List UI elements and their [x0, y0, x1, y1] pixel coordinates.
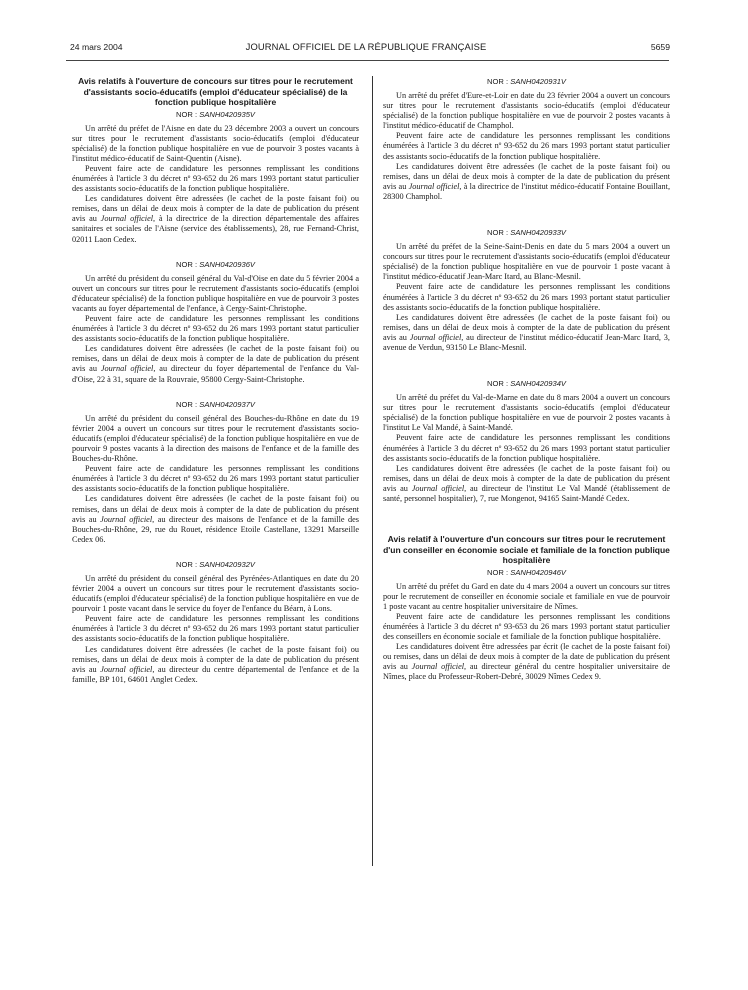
notice-paragraph: Un arrêté du préfet du Val-de-Marne en date du 8 mars 2004 a ouvert un concours sur titres pour le recrutement d'assistants socio-éducatifs (emploi d'éducateur spécialisé) de la fonction publique hospitalière en vue de pourvoir 2 postes vacants à l'institut Le Val Mandé, à Saint-Mandé.: [383, 393, 670, 433]
notice: [72, 399, 359, 545]
nor-reference: NOR : SANH0420936V: [176, 259, 255, 269]
notice: [383, 227, 670, 353]
nor-reference: NOR : SANH0420935V: [176, 109, 255, 119]
nor-reference: NOR : SANH0420937V: [176, 399, 255, 409]
notice: [72, 259, 359, 385]
notice-paragraph: Peuvent faire acte de candidature les personnes remplissant les conditions énumérées à l'article 3 du décret nº 93-652 du 26 mars 1993 portant statut particulier des assistants socio-éducatifs de la fonction publique hospitalière.: [383, 433, 670, 463]
nor-reference: NOR : SANH0420931V: [487, 77, 566, 86]
notice: [383, 378, 670, 504]
section-heading: Avis relatifs à l'ouverture de concours sur titres pour le recrutement d'assistants socio-éducatifs (emploi d'éducateur spécialisé) de la fonction publique hospitalière: [78, 76, 353, 107]
notice-paragraph: Peuvent faire acte de candidature les personnes remplissant les conditions énumérées à l'article 3 du décret nº 93-652 du 26 mars 1993 portant statut particulier des assistants socio-éducatifs de la fonction publique hospitalière.: [383, 131, 670, 161]
page-header: [62, 40, 670, 56]
notice-paragraph: Peuvent faire acte de candidature les personnes remplissant les conditions énumérées à l'article 3 du décret nº 93-652 du 26 mars 1993 portant statut particulier des assistants socio-éducatifs de la fonction publique hospitalière.: [72, 314, 359, 344]
notice-paragraph: Un arrêté du président du conseil général des Bouches-du-Rhône en date du 19 février 2004 a ouvert un concours sur titres pour le recrutement d'assistants socio-éducatifs (emploi d'éducateur spécialisé) de la fonction publique hospitalière en vue de pourvoir 9 postes vacants à la direction des maisons de l'enfance et de la famille des Bouches-du-Rhône.: [72, 413, 359, 464]
notice-paragraph: Peuvent faire acte de candidature les personnes remplissant les conditions énumérées à l'article 3 du décret nº 93-652 du 26 mars 1993 portant statut particulier des assistants socio-éducatifs de la fonction publique hospitalière.: [383, 282, 670, 312]
notice-paragraph: Un arrêté du président du conseil général du Val-d'Oise en date du 5 février 2004 a ouvert un concours sur titres pour le recrutement d'assistants socio-éducatifs (emploi d'éducateur spécialisé) de la fonction publique hospitalière en vue de pourvoir 3 postes vacants au foyer départemental de l'enfance, à Cergy-Saint-Christophe.: [72, 273, 359, 313]
right-column: [383, 76, 670, 683]
notice-paragraph: Les candidatures doivent être adressées (le cachet de la poste faisant foi) ou remises, dans un délai de deux mois à compter de la date de publication du présent avis au Journal officiel, à la directrice de la direction départementale des affaires sanitaires et sociales de l'Aisne (service des établissements), 28, rue Fernand-Christ, 02011 Laon Cedex.: [72, 194, 360, 244]
nor-reference: NOR : SANH0420934V: [487, 379, 566, 389]
notice-paragraph: Les candidatures doivent être adressées (le cachet de la poste faisant foi) ou remises, dans un délai de deux mois à compter de la date de publication du présent avis au Journal officiel, au directeur de l'institut médico-éducatif Jean-Marc Itard, 3, avenue de Verdun, 93150 Le Blanc-Mesnil.: [383, 312, 670, 352]
notice-paragraph: Un arrêté du président du conseil général des Pyrénées-Atlantiques en date du 20 février 2004 a ouvert un concours sur titres pour le recrutement d'assistants socio-éducatifs (emploi d'éducateur spécialisé) de la fonction publique hospitalière en vue de pourvoir 1 poste vacant dans le service du foyer de l'enfance du Béarn, à Lons.: [72, 573, 359, 614]
section-2: [383, 534, 670, 682]
section-heading: Avis relatif à l'ouverture d'un concours sur titres pour le recrutement d'un conseiller en économie sociale et familiale de la fonction publique hospitalière: [383, 534, 670, 566]
nor-reference: NOR : SANH0420933V: [487, 228, 566, 238]
notice-paragraph: Les candidatures doivent être adressées par écrit (le cachet de la poste faisant foi) ou remises, dans un délai de deux mois à compter de la date de publication du présent avis au Journal officiel, au directeur général du centre hospitalier universitaire de Nîmes, place du Professeur-Robert-Debré, 30029 Nîmes Cedex 9.: [383, 642, 671, 682]
notice-paragraph: Les candidatures doivent être adressées (le cachet de la poste faisant foi) ou remises, dans un délai de deux mois à compter de la date de publication du présent avis au Journal officiel, au directeur du foyer départemental de l'enfance du Val-d'Oise, 22 à 31, square de la Rouvraie, 95800 Cergy-Saint-Christophe.: [72, 344, 359, 384]
notice-paragraph: Peuvent faire acte de candidature les personnes remplissant les conditions énumérées à l'article 3 du décret nº 93-653 du 26 mars 1993 portant statut particulier des conseillers en économie sociale et familiale de la fonction publique hospitalière.: [383, 611, 670, 642]
nor-reference: NOR : SANH0420946V: [487, 567, 566, 577]
journal-title: JOURNAL OFFICIEL DE LA RÉPUBLIQUE FRANÇAISE: [245, 41, 487, 52]
notice-paragraph: Peuvent faire acte de candidature les personnes remplissant les conditions énumérées à l'article 3 du décret nº 93-652 du 26 mars 1993 portant statut particulier des assistants socio-éducatifs de la fonction publique hospitalière.: [72, 614, 359, 644]
notice-paragraph: Un arrêté du préfet d'Eure-et-Loir en date du 23 février 2004 a ouvert un concours sur titres pour le recrutement d'assistants socio-éducatifs (emploi d'éducateur spécialisé) de la fonction publique hospitalière en vue de pourvoir 2 postes vacants à l'institut médico-éducatif de Champhol.: [383, 91, 670, 131]
notice-paragraph: Un arrêté du préfet de l'Aisne en date du 23 décembre 2003 a ouvert un concours sur titres pour le recrutement d'assistants socio-éducatifs (emploi d'éducateur spécialisé) de la fonction publique hospitalière en vue de pourvoir 3 postes vacants à l'institut médico-éducatif de Saint-Quentin (Aisne).: [72, 123, 359, 163]
notice-paragraph: Les candidatures doivent être adressées (le cachet de la poste faisant foi) ou remises, dans un délai de deux mois à compter de la date de publication du présent avis au Journal officiel, au directeur de l'institut Le Val Mandé (établissement de santé, personnel hospitalier), 7, rue Mongenot, 94165 Saint-Mandé Cedex.: [383, 463, 671, 503]
notice-paragraph: Les candidatures doivent être adressées (le cachet de la poste faisant foi) ou remises, dans un délai de deux mois à compter de la date de publication du présent avis au Journal officiel, au directeur du centre départemental de l'enfance et de la famille, BP 101, 64601 Anglet Cedex.: [72, 644, 359, 684]
nor-reference: NOR : SANH0420932V: [176, 559, 255, 569]
notice-paragraph: Peuvent faire acte de candidature les personnes remplissant les conditions énumérées à l'article 3 du décret nº 93-652 du 26 mars 1993 portant statut particulier des assistants socio-éducatifs de la fonction publique hospitalière.: [72, 464, 359, 494]
notice-paragraph: Un arrêté du préfet du Gard en date du 4 mars 2004 a ouvert un concours sur titres pour le recrutement de conseiller en économie sociale et familiale en vue de pourvoir 1 poste vacant au centre hospitalier universitaire de Nîmes.: [383, 581, 670, 611]
header-rule: [66, 60, 669, 61]
notice-paragraph: Un arrêté du préfet de la Seine-Saint-Denis en date du 5 mars 2004 a ouvert un concours sur titres pour le recrutement d'assistants socio-éducatifs (emploi d'éducateur spécialisé) de la fonction publique hospitalière en vue de pourvoir 1 poste vacant à l'institut médico-éducatif Jean-Marc Itard, au Blanc-Mesnil.: [383, 242, 670, 282]
notice: [72, 109, 359, 245]
notice: [72, 559, 359, 685]
notice: [383, 76, 670, 202]
notice-paragraph: Les candidatures doivent être adressées (le cachet de la poste faisant foi) ou remises, dans un délai de deux mois à compter de la date de publication du présent avis au Journal officiel, au directeur des maisons de l'enfance et de la famille des Bouches-du-Rhône, 29, rue du Rouet, résidence Etoile Castellane, 13291 Marseille Cedex 06.: [72, 494, 360, 544]
left-column: [72, 76, 359, 685]
page-number: 5659: [650, 42, 670, 52]
notice-paragraph: Les candidatures doivent être adressées (le cachet de la poste faisant foi) ou remises, dans un délai de deux mois à compter de la date de publication du présent avis au Journal officiel, à la directrice de l'institut médico-éducatif Fontaine Bouillant, 28300 Champhol.: [383, 161, 671, 201]
column-divider: [372, 76, 373, 866]
issue-date: 24 mars 2004: [70, 42, 123, 52]
notice-paragraph: Peuvent faire acte de candidature les personnes remplissant les conditions énumérées à l'article 3 du décret nº 93-652 du 26 mars 1993 portant statut particulier des assistants socio-éducatifs de la fonction publique hospitalière.: [72, 163, 359, 194]
